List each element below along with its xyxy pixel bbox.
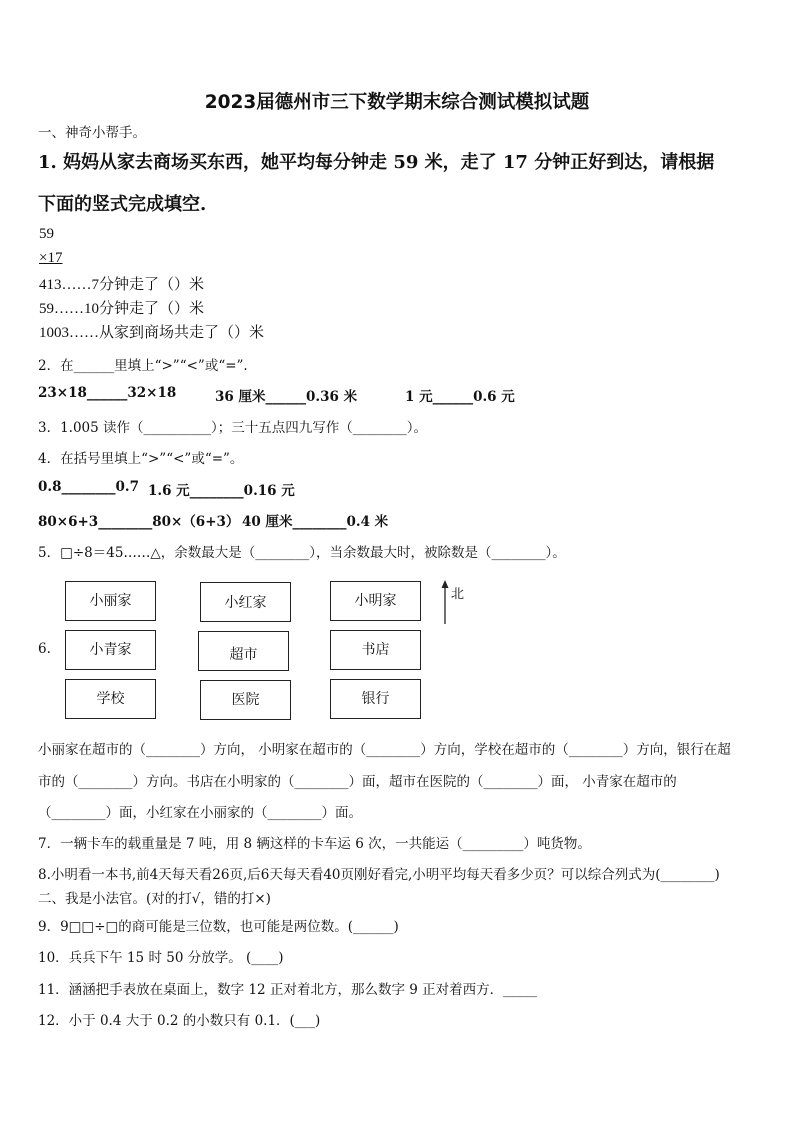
- north-arrow-icon: [439, 580, 451, 626]
- q2-item-3: 1 元______0.6 元: [405, 389, 515, 405]
- q1-text-line2: 下面的竖式完成填空.: [38, 194, 207, 215]
- q8-text: 8.小明看一本书,前4天每天看26页,后6天每天看40页刚好看完,小明平均每天看多少页？可以综合列式为(________): [38, 867, 720, 883]
- q2-item-2: 36 厘米______0.36 米: [215, 389, 358, 405]
- q1-calc-multiplier: ×17: [39, 250, 63, 266]
- q10-text: 10．兵兵下午 15 时 50 分放学。 (____): [38, 950, 284, 966]
- map-box-bookstore: 书店: [330, 630, 421, 670]
- q11-text: 11．涵涵把手表放在桌面上，数字 12 正对着北方，那么数字 9 正对着西方．_____: [38, 982, 537, 998]
- page-title: 2023届德州市三下数学期末综合测试模拟试题: [204, 92, 590, 113]
- q6-text-line3: （________）面，小红家在小丽家的（________）面。: [38, 805, 362, 821]
- q9-text: 9．9□□÷□的商可能是三位数，也可能是两位数。(______): [38, 919, 399, 935]
- q2-instruction: 2．在______里填上“>”“<”或“=”.: [38, 358, 248, 374]
- q1-text-line1: 1. 妈妈从家去商场买东西，她平均每分钟走 59 米，走了 17 分钟正好到达，请根据: [38, 152, 715, 173]
- q4-row2-item-2: 40 厘米________0.4 米: [242, 514, 389, 530]
- q12-text: 12．小于 0.4 大于 0.2 的小数只有 0.1．(___): [38, 1013, 321, 1029]
- north-label: 北: [451, 587, 465, 602]
- map-box-xiaohong-home: 小红家: [200, 582, 291, 622]
- q2-item-1: 23×18______32×18: [38, 385, 177, 401]
- q4-row1-item-1: 0.8________0.7: [38, 479, 139, 495]
- q1-calc-total: 1003……从家到商场共走了（）米: [39, 325, 265, 341]
- section-1-heading: 一、神奇小帮手。: [38, 125, 146, 141]
- q6-number: 6.: [38, 641, 51, 657]
- map-box-supermarket: 超市: [198, 631, 289, 671]
- map-box-xiaoli-home: 小丽家: [65, 581, 156, 621]
- map-box-xiaoqing-home: 小青家: [65, 630, 156, 670]
- section-2-heading: 二、我是小法官。(对的打√，错的打×): [38, 891, 271, 907]
- q6-text-line1: 小丽家在超市的（________）方向， 小明家在超市的（________）方向，学校在超市的（________）方向，银行在超: [38, 742, 731, 758]
- q4-row2-item-1: 80×6+3________80×（6+3）: [38, 514, 240, 530]
- q4-row1-item-2: 1.6 元________0.16 元: [148, 483, 295, 499]
- map-box-school: 学校: [65, 679, 156, 719]
- q1-calc-partial-2: 59……10分钟走了（）米: [39, 301, 205, 317]
- map-box-xiaoming-home: 小明家: [330, 581, 421, 621]
- q7-text: 7．一辆卡车的载重量是 7 吨，用 8 辆这样的卡车运 6 次，一共能运（_________）吨货物。: [38, 836, 591, 852]
- q5-text: 5．□÷8＝45……△，余数最大是（________），当余数最大时，被除数是（________）。: [38, 545, 566, 561]
- map-box-bank: 银行: [330, 679, 421, 719]
- q1-calc-partial-1: 413……7分钟走了（）米: [39, 277, 205, 293]
- q1-calc-multiplicand: 59: [39, 226, 54, 242]
- q4-instruction: 4．在括号里填上“>”“<”或“=”。: [38, 451, 244, 467]
- q3-text: 3．1.005 读作（__________）；三十五点四九写作（________）。: [38, 420, 428, 436]
- map-box-hospital: 医院: [200, 680, 291, 720]
- q6-text-line2: 市的（________）方向。书店在小明家的（________）面，超市在医院的（________）面， 小青家在超市的: [38, 774, 677, 790]
